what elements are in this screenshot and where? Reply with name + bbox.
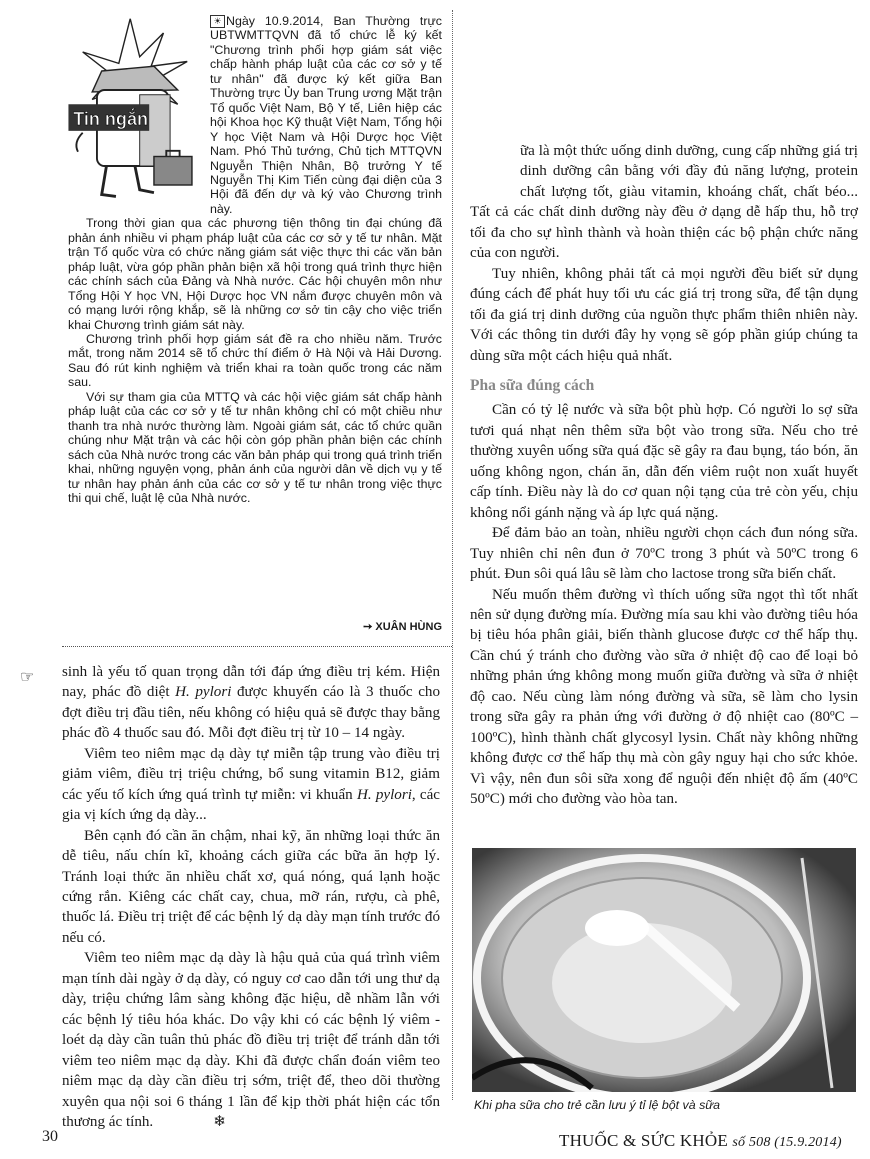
sun-icon: ☀ <box>210 15 225 28</box>
photo-caption: Khi pha sữa cho trẻ cần lưu ý tỉ lệ bột và sữa <box>474 1098 721 1112</box>
article-paragraph: sinh là yếu tố quan trọng dẫn tới đáp ứng điều trị kém. Hiện nay, phác đồ diệt H. pylori được khuyến cáo là 3 thuốc cho đợt điều trị đầu tiên, nếu không có hiệu quả sẽ được thay bằng phác đồ 4 thuốc sau đó. Mỗi đợt điều trị từ 10 – 14 ngày. <box>62 664 440 742</box>
milk-powder-photo <box>472 848 856 1092</box>
article-paragraph: Để đảm bảo an toàn, nhiều người chọn cách đun nóng sữa. Tuy nhiên chỉ nên đun ở 70ºC trong 3 phút và 50ºC trong 6 phút. Đun sôi quá lâu sẽ làm cho lactose trong sữa biến chất. <box>470 525 858 583</box>
column-divider <box>452 10 453 1100</box>
pointing-hand-icon: ☞ <box>20 669 35 686</box>
article-paragraph: Viêm teo niêm mạc dạ dày là hậu quả của quá trình viêm mạn tính dài ngày ở dạ dày, có nguy cơ cao dẫn tới ung thư dạ dày, triệu chứng lâm sàng không đặc hiệu, dễ nhầm lẫn với các bệnh lý tiêu hóa khác. Do vậy khi có các bệnh lý viêm - loét dạ dày cần tuân thủ phác đồ điều trị triệt để tránh dẫn tới viêm teo niêm mạc dạ dày. Khi đã được chẩn đoán viêm teo niêm mạc dạ dày cần điều trị sớm, triệt để, theo dõi thường xuyên qua nội soi 6 tháng 1 lần để kịp thời phát hiện các tổn thương ác tính. ❄ <box>62 950 440 1130</box>
issue-info: số 508 (15.9.2014) <box>732 1135 842 1150</box>
page-number: 30 <box>42 1128 58 1145</box>
article-paragraph: Bên cạnh đó cần ăn chậm, nhai kỹ, ăn những loại thức ăn dễ tiêu, nấu chín kĩ, khoảng cách giữa các bữa ăn hợp lý. Tránh loại thức ăn nhiều chất xơ, quá nóng, quá lạnh hoặc cứng rắn. Kiêng các chất cay, chua, mỡ rán, rượu, cà phê, thuốc lá. Điều trị triệt để các bệnh lý dạ dày mạn tính trước đó nếu có. <box>62 827 440 946</box>
news-byline: ➙ XUÂN HÙNG <box>363 621 442 633</box>
end-mark-icon: ❄ <box>213 1113 226 1130</box>
article-paragraph: Cần có tỷ lệ nước và sữa bột phù hợp. Có người lo sợ sữa tươi quá nhạt nên thêm sữa bột vào trong sữa. Nếu cho trẻ thường xuyên uống sữa quá đặc sẽ gây ra đau bụng, táo bón, ăn uống không ngon, chán ăn, dẫn đến viêm ruột non xuất huyết cấp tính. Điều này là do cơ quan nội tạng của trẻ còn yếu, chịu không nổi gánh nặng và áp lực quá nặng. <box>470 402 858 521</box>
article-paragraph: Nếu muốn thêm đường vì thích uống sữa ngọt thì tốt nhất nên sử dụng đường mía. Đường mía sau khi vào đường tiêu hóa bị tiêu hóa phân giải, biến thành glucose được cơ thể hấp thụ. Cần chú ý tránh cho đường vào sữa ở nhiệt độ cao để loại bỏ những phản ứng không mong muốn giữa đường và sữa ở nhiệt độ cao. Nếu cùng làm nóng đường và sữa, sẽ làm cho lysin trong sữa gây ra phản ứng với đường ở độ nhiệt cao (80ºC – 100ºC), hình thành chất glycosyl lysin. Chất này không những không được cơ thể hấp thụ mà còn gây nguy hại cho sức khỏe. Vì vậy, nên đun sôi sữa xong để nguội đến nhiệt độ ấm (40ºC 50ºC) mới cho đường vào hòa tan. <box>470 586 858 808</box>
magazine-name: THUỐC & SỨC KHỎE <box>559 1131 728 1150</box>
news-mascot-logo <box>60 14 208 204</box>
section-heading: Pha sữa đúng cách <box>470 376 595 394</box>
news-paragraph: Trong thời gian qua các phương tiện thông tin đại chúng đã phản ánh nhiều vi phạm pháp luật của các cơ sở y tế tư nhân. Mặt trận Tổ quốc vừa có chức năng giám sát việc thực thi các văn bản pháp luật, vừa góp phần phản biện xã hội trong quá trình thực hiện các chính sách của Đảng và Nhà nước. Các hội chuyên môn như Tổng Hội Y học VN, Hội Dược học VN nắm được chuyên môn và có mạng lưới rộng khắp, sẽ là những cơ sở tin cậy cho việc triển khai Chương trình giám sát này. <box>68 216 442 332</box>
continued-article <box>62 662 440 1132</box>
drop-cap-space <box>470 141 520 201</box>
news-box <box>68 14 442 505</box>
news-paragraph: Với sự tham gia của MTTQ và các hội việc giám sát chấp hành pháp luật của các cơ sở y tế tư nhân không chỉ có một chiều như thanh tra nhà nước thường làm. Ngoài giám sát, các tổ chức quần chúng như Mặt trận và các hội còn góp phần phản biện các chính sách của Nhà nước trong các văn bản pháp qui trong quá trình triển khai, những nguyện vọng, phản ánh của người dân về dịch vụ y tế tư nhân hay phản ánh của các cơ sở y tế tư nhân trong việc thực thi qui chế, luật lệ của Nhà nước. <box>68 389 442 505</box>
article-paragraph: Tuy nhiên, không phải tất cả mọi người đều biết sử dụng đúng cách để phát huy tối ưu các giá trị trong sữa, để tận dụng tối đa giá trị dinh dưỡng của nguồn thực phẩm thiên nhiên này. Với các thông tin dưới đây hy vọng sẽ góp phần giúp chúng ta dùng sữa một cách hiệu quả nhất. <box>470 265 858 364</box>
logo-text: Tin ngắn <box>73 109 148 130</box>
article-paragraph: Viêm teo niêm mạc dạ dày tự miễn tập trung vào điều trị giảm viêm, điều trị triệu chứng, bổ sung vitamin B12, giảm các yếu tố kích ứng quá trình tự miễn: vi khuẩn H. pylori, các gia vị kích ứng dạ dày... <box>62 745 440 824</box>
milk-article <box>470 141 858 810</box>
page-footer <box>559 1131 842 1151</box>
news-paragraph: Chương trình phối hợp giám sát đề ra cho nhiều năm. Trước mắt, trong năm 2014 sẽ tổ chức thí điểm ở Hà Nội và Hải Dương. Sau đó rút kinh nghiệm và triển khai ra toàn quốc trong các năm sau. <box>68 331 442 390</box>
news-paragraph: ☀ Ngày 10.9.2014, Ban Thường trực UBTWMTTQVN đã tổ chức lễ ký kết "Chương trình phối hợp giám sát việc chấp hành pháp luật của các cơ sở y tế tư nhân" đã được ký kết giữa Ban Thường trực Ủy ban Trung ương Mặt trận Tổ quốc Việt Nam, Bộ Y tế, Liên hiệp các hội Khoa học Kỹ thuật Việt Nam, Tổng hội Y học Việt Nam và Hội Dược học Việt Nam. Phó Thủ tướng, Chủ tịch MTTQVN Nguyễn Thiện Nhân, Bộ trưởng Y tế Nguyễn Thị Kim Tiến cùng đại diện của 3 Hội đã đến dự và ký vào Chương trình này. <box>210 14 442 216</box>
section-divider <box>62 646 452 647</box>
article-paragraph: ữa là một thức uống dinh dưỡng, cung cấp những giá trị dinh dưỡng cân bằng với đầy đủ năng lượng, protein chất lượng tốt, giàu vitamin, khoáng chất, chất béo... Tất cả các chất dinh dưỡng này đều ở dạng dễ hấp thu, hỗ trợ tối đa cho sự hình thành và hoàn thiện các bộ phận chức năng của con người. <box>470 143 858 262</box>
